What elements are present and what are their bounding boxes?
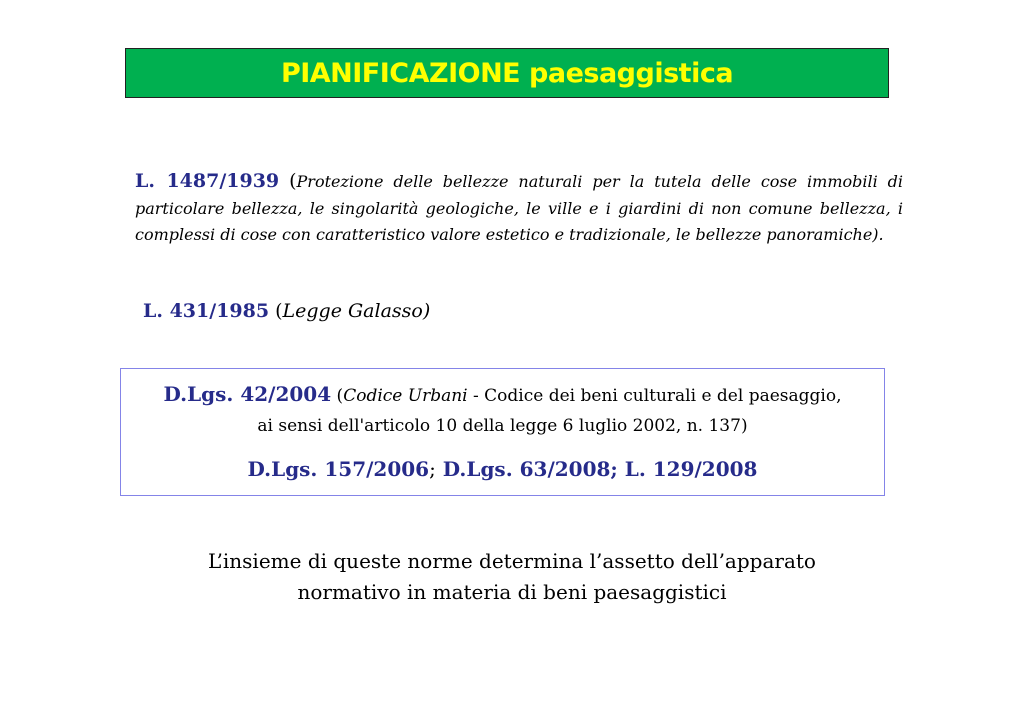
dlgs-157-2006-ref: D.Lgs. 157/2006 xyxy=(247,457,430,481)
dlgs-line1-rest: - Codice dei beni culturali e del paesaggio, xyxy=(467,386,842,406)
dlgs-42-2004-text xyxy=(121,379,884,441)
conclusion-line1: L’insieme di queste norme determina l’assetto dell’apparato xyxy=(208,549,816,573)
dlgs-separator: ; xyxy=(429,457,436,481)
title-banner xyxy=(125,48,889,98)
law-1487-ref: L. 1487/1939 xyxy=(135,170,280,192)
dlgs-box xyxy=(120,368,885,496)
dlgs-line2: ai sensi dell'articolo 10 della legge 6 luglio 2002, n. 137) xyxy=(257,416,748,436)
dlgs-42-2004-ref: D.Lgs. 42/2004 xyxy=(163,382,332,406)
page-title: PIANIFICAZIONE paesaggistica xyxy=(280,57,734,89)
conclusion-line2: normativo in materia di beni paesaggistici xyxy=(297,580,727,604)
conclusion-text xyxy=(0,546,1024,608)
dlgs-other-refs xyxy=(121,457,884,481)
codice-urbani: Codice Urbani xyxy=(343,386,468,406)
law-1487-paragraph xyxy=(135,168,903,249)
dlgs-other-refs-rest: D.Lgs. 63/2008; L. 129/2008 xyxy=(435,457,758,481)
dlgs-open-paren: ( xyxy=(331,386,344,406)
law-431-open-paren: ( xyxy=(269,300,283,322)
law-431-line xyxy=(143,300,430,322)
law-1487-description: Protezione delle bellezze naturali per la tutela delle cose immobili di particolare bellezza, le singolarità geologiche, le ville e i giardini di non comune bellezza, i complessi di cose con caratteristico valore estetico e tradizionale, le bellezze panoramiche). xyxy=(135,172,904,244)
law-1487-open-paren: ( xyxy=(289,170,297,192)
law-431-ref: L. 431/1985 xyxy=(143,300,270,322)
law-431-name: Legge Galasso) xyxy=(282,300,431,322)
